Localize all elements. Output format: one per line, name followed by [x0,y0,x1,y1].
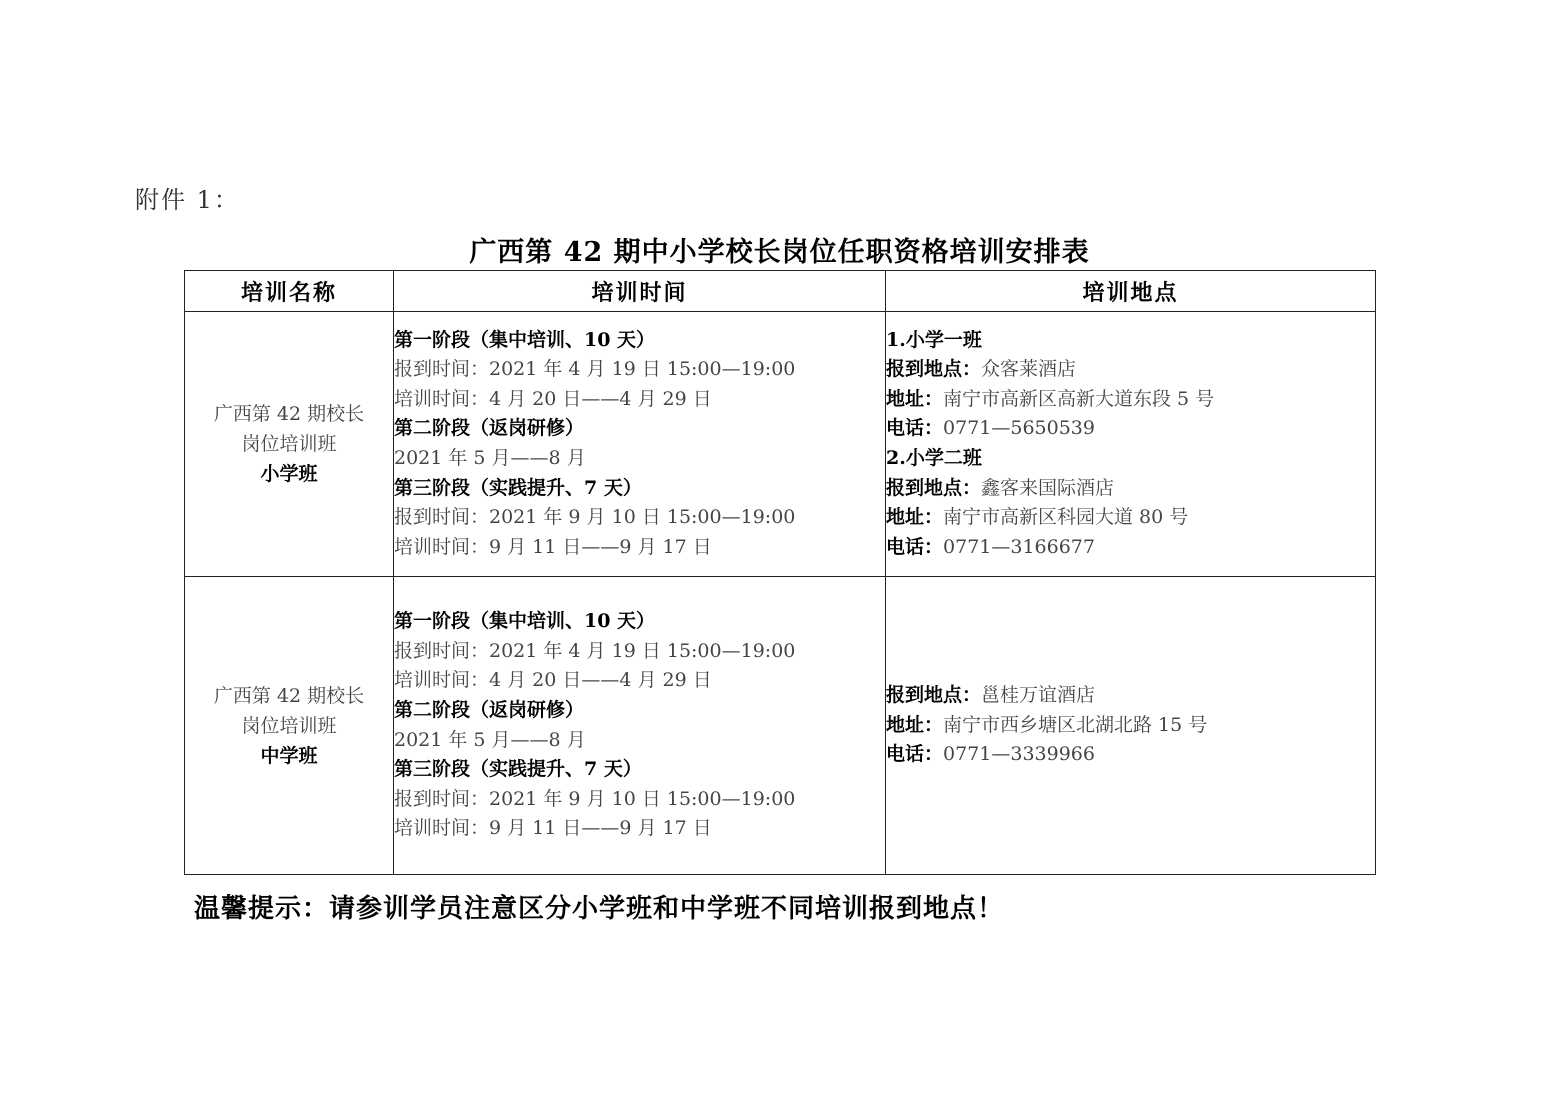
stage3-training-time: 培训时间：9 月 11 日——9 月 17 日 [394,817,712,840]
phone-label: 电话： [886,743,944,766]
attachment-label: 附件 1： [135,186,240,214]
header-training-place: 培训地点 [886,271,1376,312]
stage3-heading: 第三阶段（实践提升、7 天） [394,758,642,781]
training-time-cell [394,577,886,875]
address-value: 南宁市西乡塘区北湖北路 15 号 [943,713,1208,736]
stage3-heading: 第三阶段（实践提升、7 天） [394,476,642,499]
class2-address [886,503,1375,533]
stage2-period: 2021 年 5 月——8 月 [394,447,586,469]
phone [886,740,1375,770]
header-training-name: 培训名称 [185,271,394,312]
training-name-line1: 广西第 42 期校长 [213,684,365,707]
class1-report-place [886,355,1375,385]
stage1-training-time: 培训时间：4 月 20 日——4 月 29 日 [394,669,712,692]
header-training-time: 培训时间 [394,271,886,312]
address-label: 地址： [886,713,944,736]
stage2-heading: 第二阶段（返岗研修） [394,417,585,440]
phone-value: 0771—5650539 [943,417,1095,440]
stage1-training-time: 培训时间：4 月 20 日——4 月 29 日 [394,387,712,410]
stage3-report-time: 报到时间：2021 年 9 月 10 日 15:00—19:00 [394,506,796,529]
phone-value: 0771—3339966 [943,743,1095,766]
phone-label: 电话： [886,417,944,440]
training-time-cell [394,312,886,577]
class-name: 小学班 [260,463,318,485]
class2-phone [886,533,1375,563]
training-name-line2: 岗位培训班 [241,714,337,737]
stage2-period: 2021 年 5 月——8 月 [394,728,586,751]
training-name-cell [185,577,394,875]
report-place-value: 众客莱酒店 [981,358,1077,381]
warm-tip: 温馨提示：请参训学员注意区分小学班和中学班不同培训报到地点！ [194,894,1005,924]
class2-title: 2.小学二班 [886,447,982,469]
stage3-report-time: 报到时间：2021 年 9 月 10 日 15:00—19:00 [394,787,796,810]
report-place-label: 报到地点： [886,476,982,499]
table-row-primary [185,312,1376,577]
training-place-cell [886,577,1376,875]
stage1-report-time: 报到时间：2021 年 4 月 19 日 15:00—19:00 [394,639,796,662]
document-title: 广西第 42 期中小学校长岗位任职资格培训安排表 [469,237,1090,268]
report-place [886,681,1375,711]
training-name-line1: 广西第 42 期校长 [213,403,365,425]
address [886,711,1375,741]
address-value: 南宁市高新区科园大道 80 号 [943,506,1189,529]
phone-label: 电话： [886,535,944,558]
class1-address [886,385,1375,415]
training-place-cell [886,312,1376,577]
report-place-value: 鑫客来国际酒店 [981,476,1115,499]
schedule-table [184,270,1376,875]
class1-title: 1.小学一班 [886,328,982,351]
phone-value: 0771—3166677 [943,535,1095,558]
report-place-label: 报到地点： [886,684,982,707]
table-header-row [185,271,1376,312]
stage2-heading: 第二阶段（返岗研修） [394,698,585,721]
class1-phone [886,414,1375,444]
stage1-heading: 第一阶段（集中培训、10 天） [394,610,656,633]
table-row-secondary [185,577,1376,875]
training-name-cell [185,312,394,577]
class2-report-place [886,474,1375,504]
address-value: 南宁市高新区高新大道东段 5 号 [943,387,1215,410]
report-place-value: 邕桂万谊酒店 [981,684,1096,707]
address-label: 地址： [886,506,944,529]
stage1-report-time: 报到时间：2021 年 4 月 19 日 15:00—19:00 [394,358,796,381]
stage3-training-time: 培训时间：9 月 11 日——9 月 17 日 [394,535,712,558]
class-name: 中学班 [260,744,318,767]
training-name-line2: 岗位培训班 [241,433,337,455]
report-place-label: 报到地点： [886,358,982,381]
stage1-heading: 第一阶段（集中培训、10 天） [394,328,656,351]
address-label: 地址： [886,387,944,410]
